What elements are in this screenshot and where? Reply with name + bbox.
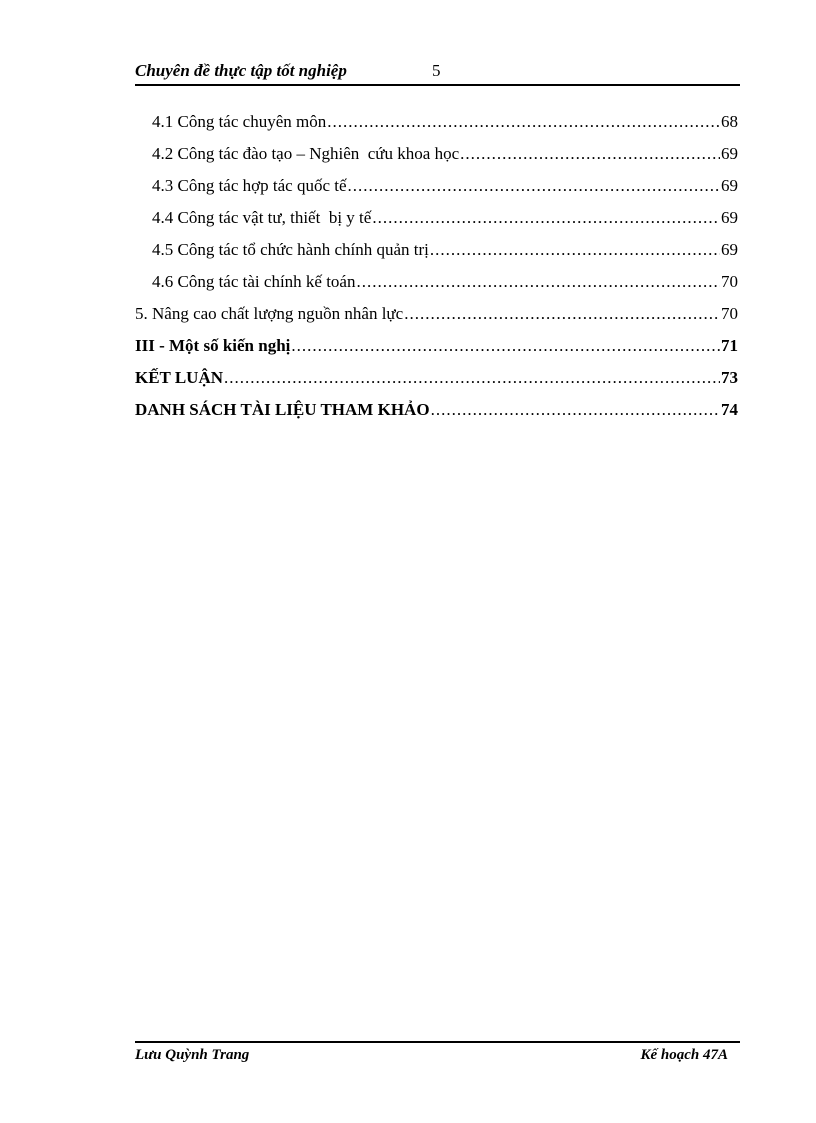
page-number: 5 (432, 61, 441, 80)
toc-leader (430, 240, 720, 260)
document-title: Chuyên đề thực tập tốt nghiệp (135, 61, 347, 80)
toc-leader (404, 304, 720, 324)
toc-page-number: 73 (721, 368, 738, 387)
toc-page-number: 69 (721, 176, 738, 195)
toc-leader (431, 400, 720, 420)
class-name: Kế hoạch 47A (640, 1047, 728, 1063)
toc-label: 4.1 Công tác chuyên môn (152, 112, 327, 131)
toc-leader (356, 272, 720, 292)
page-footer (135, 1041, 740, 1067)
toc-leader (224, 368, 720, 388)
toc-entry-4-6 (135, 272, 738, 304)
toc-entry-conclusion (135, 368, 738, 400)
toc-label: 4.4 Công tác vật tư, thiết bị y tế (152, 208, 372, 227)
toc-label: III - Một số kiến nghị (135, 336, 291, 355)
toc-page-number: 69 (721, 208, 738, 227)
toc-label: 4.5 Công tác tổ chức hành chính quản trị (152, 240, 429, 259)
table-of-contents (135, 112, 738, 432)
toc-entry-4-1 (135, 112, 738, 144)
toc-leader (291, 336, 720, 356)
toc-page-number: 68 (721, 112, 738, 131)
toc-page-number: 70 (721, 272, 738, 291)
toc-page-number: 69 (721, 144, 738, 163)
toc-entry-iii (135, 336, 738, 368)
toc-label: KẾT LUẬN (135, 368, 224, 387)
page-header (135, 58, 740, 86)
toc-leader (348, 176, 720, 196)
toc-page-number: 70 (721, 304, 738, 323)
toc-entry-references (135, 400, 738, 432)
toc-entry-5 (135, 304, 738, 336)
toc-entry-4-2 (135, 144, 738, 176)
toc-page-number: 71 (721, 336, 738, 355)
toc-label: 5. Nâng cao chất lượng nguồn nhân lực (135, 304, 404, 323)
toc-label: 4.6 Công tác tài chính kế toán (152, 272, 356, 291)
toc-leader (327, 112, 720, 132)
author-name: Lưu Quỳnh Trang (135, 1047, 250, 1063)
toc-label: DANH SÁCH TÀI LIỆU THAM KHẢO (135, 400, 430, 419)
toc-page-number: 69 (721, 240, 738, 259)
toc-label: 4.3 Công tác hợp tác quốc tế (152, 176, 347, 195)
toc-page-number: 74 (721, 400, 738, 419)
toc-leader (460, 144, 720, 164)
toc-label: 4.2 Công tác đào tạo – Nghiên cứu khoa học (152, 144, 460, 163)
toc-entry-4-3 (135, 176, 738, 208)
toc-entry-4-5 (135, 240, 738, 272)
toc-entry-4-4 (135, 208, 738, 240)
toc-leader (372, 208, 720, 228)
